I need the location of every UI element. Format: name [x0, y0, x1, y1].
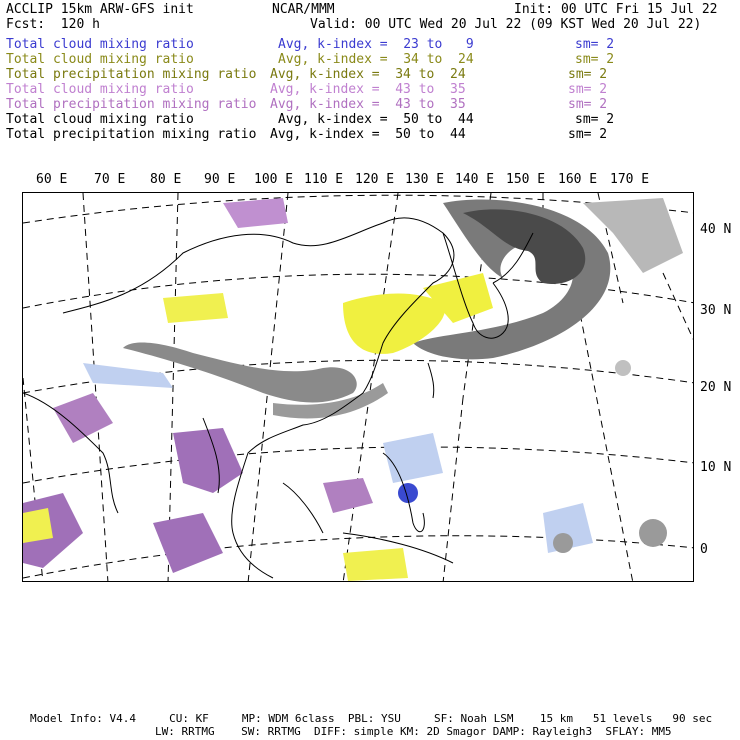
longitude-label: 160 E — [558, 172, 598, 187]
legend-field-name: Total cloud mixing ratio — [6, 52, 194, 67]
legend-field-avg: Avg, k-index = 50 to 44 — [278, 112, 474, 127]
longitude-label: 130 E — [405, 172, 445, 187]
coastlines — [23, 218, 533, 578]
legend-field-avg: Avg, k-index = 50 to 44 — [270, 127, 466, 142]
footer-model-info: Model Info: V4.4 CU: KF MP: WDM 6class PBL: YSU SF: Noah LSM 15 km 51 levels 90 sec — [30, 712, 713, 725]
longitude-label: 80 E — [150, 172, 182, 187]
longitude-label: 150 E — [506, 172, 546, 187]
legend-field-name: Total cloud mixing ratio — [6, 37, 194, 52]
legend-field-smoothing: sm= 2 — [575, 52, 615, 67]
legend-field-smoothing: sm= 2 — [568, 67, 608, 82]
legend-field-name: Total precipitation mixing ratio — [6, 67, 257, 82]
longitude-label: 70 E — [94, 172, 126, 187]
longitude-label: 100 E — [254, 172, 294, 187]
cloud-shading — [23, 198, 683, 581]
longitude-label: 170 E — [610, 172, 650, 187]
legend-field-smoothing: sm= 2 — [568, 82, 608, 97]
legend-field-smoothing: sm= 2 — [568, 97, 608, 112]
legend-field-avg: Avg, k-index = 34 to 24 — [278, 52, 474, 67]
latitude-label: 0 — [700, 542, 708, 557]
legend-field-smoothing: sm= 2 — [575, 112, 615, 127]
legend-field-smoothing: sm= 2 — [568, 127, 608, 142]
model-title: ACCLIP 15km ARW-GFS init — [6, 2, 194, 17]
latitude-label: 10 N — [700, 460, 732, 475]
legend-field-name: Total cloud mixing ratio — [6, 82, 194, 97]
longitude-label: 120 E — [355, 172, 395, 187]
forecast-hour: Fcst: 120 h — [6, 17, 100, 32]
init-time: Init: 00 UTC Fri 15 Jul 22 — [514, 2, 718, 17]
legend-field-avg: Avg, k-index = 34 to 24 — [270, 67, 466, 82]
legend-field-name: Total cloud mixing ratio — [6, 112, 194, 127]
longitude-label: 110 E — [304, 172, 344, 187]
forecast-map — [22, 192, 694, 582]
legend-field-avg: Avg, k-index = 43 to 35 — [270, 82, 466, 97]
longitude-label: 140 E — [455, 172, 495, 187]
legend-field-smoothing: sm= 2 — [575, 37, 615, 52]
latitude-label: 30 N — [700, 303, 732, 318]
longitude-label: 60 E — [36, 172, 68, 187]
legend-field-avg: Avg, k-index = 43 to 35 — [270, 97, 466, 112]
legend-field-name: Total precipitation mixing ratio — [6, 127, 257, 142]
latitude-label: 40 N — [700, 222, 732, 237]
legend-field-name: Total precipitation mixing ratio — [6, 97, 257, 112]
longitude-label: 90 E — [204, 172, 236, 187]
latitude-label: 20 N — [700, 380, 732, 395]
footer-physics: LW: RRTMG SW: RRTMG DIFF: simple KM: 2D Smagor DAMP: Rayleigh3 SFLAY: MM5 — [155, 725, 672, 738]
center-label: NCAR/MMM — [272, 2, 335, 17]
legend-field-avg: Avg, k-index = 23 to 9 — [278, 37, 474, 52]
valid-time: Valid: 00 UTC Wed 20 Jul 22 (09 KST Wed 20 Jul 22) — [310, 17, 702, 32]
